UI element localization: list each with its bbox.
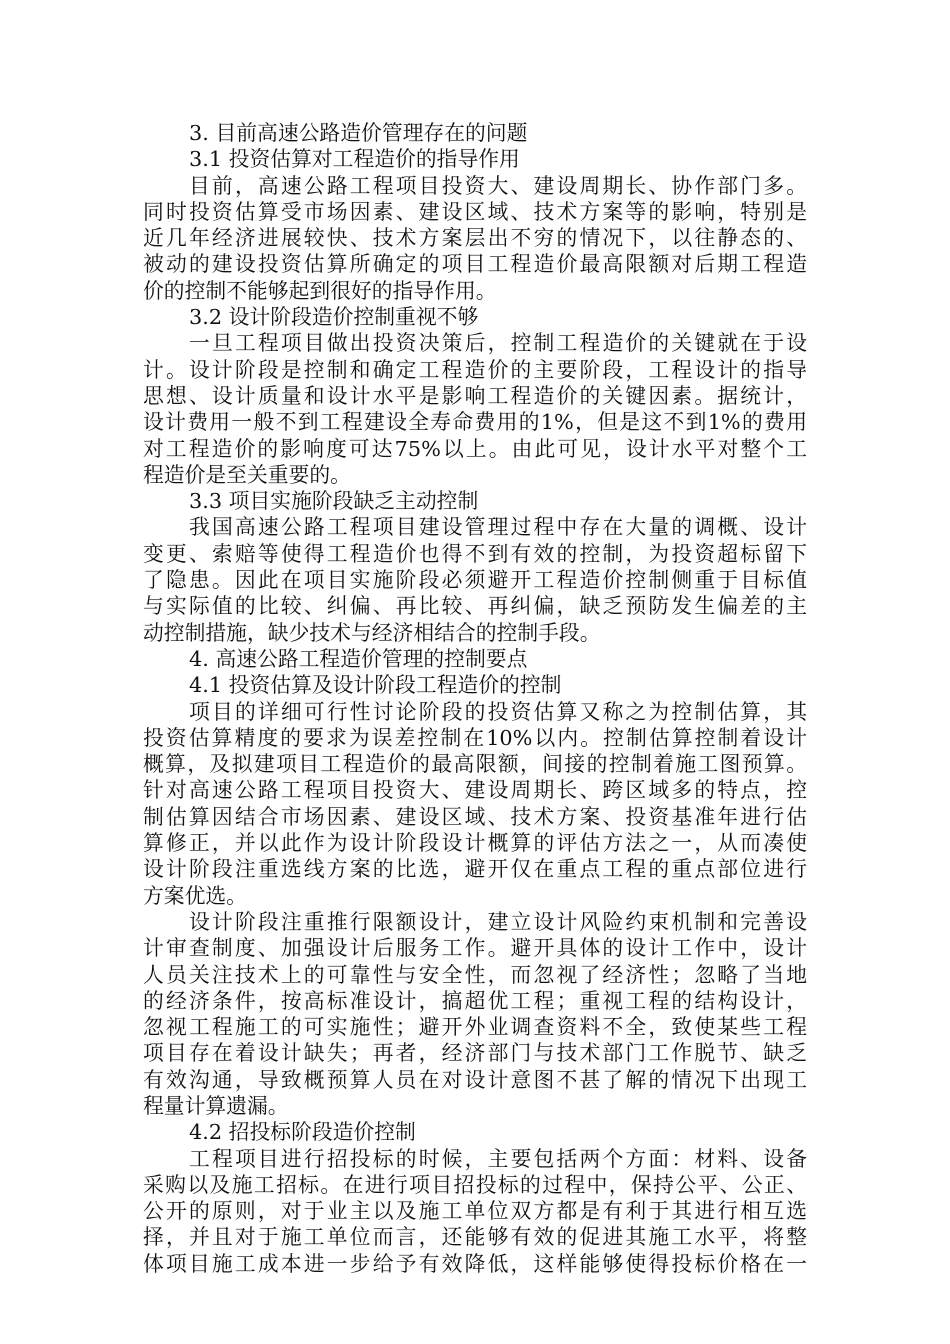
text-line: 3.3 项目实施阶段缺乏主动控制 xyxy=(189,489,479,514)
text-line: 变更、索赔等使得工程造价也得不到有效的控制，为投资超标留下 xyxy=(143,541,807,566)
text-line: 3. 目前高速公路造价管理存在的问题 xyxy=(189,121,528,145)
text-line: 4.2 招投标阶段造价控制 xyxy=(189,1120,416,1145)
text-line: 针对高速公路工程项目投资大、建设周期长、跨区域多的特点，控 xyxy=(143,778,807,803)
text-line: 动控制措施，缺少技术与经济相结合的控制手段。 xyxy=(143,620,601,645)
text-line: 4.1 投资估算及设计阶段工程造价的控制 xyxy=(189,673,562,698)
text-line: 方案优选。 xyxy=(143,883,247,908)
text-line: 工程项目进行招投标的时候，主要包括两个方面：材料、设备 xyxy=(189,1146,807,1171)
text-line: 价的控制不能够起到很好的指导作用。 xyxy=(143,278,497,303)
text-line: 算修正，并以此作为设计阶段设计概算的评估方法之一，从而凑使 xyxy=(143,831,807,856)
text-line: 忽视工程施工的可实施性；避开外业调查资料不全，致使某些工程 xyxy=(143,1015,807,1040)
text-line: 设计阶段注重推行限额设计，建立设计风险约束机制和完善设 xyxy=(189,909,807,934)
text-line: 人员关注技术上的可靠性与安全性，而忽视了经济性；忽略了当地 xyxy=(143,962,807,987)
text-line: 公开的原则，对于业主以及施工单位双方都是有利于其进行相互选 xyxy=(143,1199,807,1224)
text-line: 计。设计阶段是控制和确定工程造价的主要阶段，工程设计的指导 xyxy=(143,357,807,382)
text-line: 采购以及施工招标。在进行项目招投标的过程中，保持公平、公正、 xyxy=(143,1172,807,1197)
text-line: 程造价是至关重要的。 xyxy=(143,462,351,487)
text-line: 被动的建设投资估算所确定的项目工程造价最高限额对后期工程造 xyxy=(143,252,807,277)
text-line: 思想、设计质量和设计水平是影响工程造价的关键因素。据统计， xyxy=(143,383,807,408)
text-line: 体项目施工成本进一步给予有效降低，这样能够使得投标价格在一 xyxy=(143,1251,807,1276)
text-line: 了隐患。因此在项目实施阶段必须避开工程造价控制侧重于目标值 xyxy=(143,568,807,593)
text-line: 与实际值的比较、纠偏、再比较、再纠偏，缺乏预防发生偏差的主 xyxy=(143,594,807,619)
text-line: 近几年经济进展较快、技术方案层出不穷的情况下，以往静态的、 xyxy=(143,226,807,251)
text-line: 3.2 设计阶段造价控制重视不够 xyxy=(189,305,479,330)
text-line: 目前，高速公路工程项目投资大、建设周期长、协作部门多。 xyxy=(189,173,807,198)
text-line: 3.1 投资估算对工程造价的指导作用 xyxy=(189,147,520,172)
text-line: 一旦工程项目做出投资决策后，控制工程造价的关键就在于设 xyxy=(189,331,807,356)
text-line: 择，并且对于施工单位而言，还能够有效的促进其施工水平，将整 xyxy=(143,1225,807,1250)
text-line: 制估算因结合市场因素、建设区域、技术方案、投资基准年进行估 xyxy=(143,804,807,829)
text-line: 同时投资估算受市场因素、建设区域、技术方案等的影响，特别是 xyxy=(143,199,807,224)
text-line: 的经济条件，按高标准设计，搞超优工程；重视工程的结构设计， xyxy=(143,988,807,1013)
text-line: 项目存在着设计缺失；再者，经济部门与技术部门工作脱节、缺乏 xyxy=(143,1041,807,1066)
text-line: 我国高速公路工程项目建设管理过程中存在大量的调概、设计 xyxy=(189,515,807,540)
text-line: 计审查制度、加强设计后服务工作。避开具体的设计工作中，设计 xyxy=(143,936,807,961)
text-line: 设计费用一般不到工程建设全寿命费用的1%，但是这不到1%的费用 xyxy=(143,410,807,435)
text-line: 对工程造价的影响度可达75%以上。由此可见，设计水平对整个工 xyxy=(143,436,807,461)
text-line: 设计阶段注重选线方案的比选，避开仅在重点工程的重点部位进行 xyxy=(143,857,807,882)
text-line: 4. 高速公路工程造价管理的控制要点 xyxy=(189,646,528,671)
text-line: 项目的详细可行性讨论阶段的投资估算又称之为控制估算，其 xyxy=(189,699,807,724)
text-line: 程量计算遗漏。 xyxy=(143,1093,289,1118)
text-line: 概算，及拟建项目工程造价的最高限额，间接的控制着施工图预算。 xyxy=(143,752,807,777)
document-body xyxy=(143,120,807,1277)
text-line: 有效沟通，导致概预算人员在对设计意图不甚了解的情况下出现工 xyxy=(143,1067,807,1092)
text-line: 投资估算精度的要求为误差控制在10%以内。控制估算控制着设计 xyxy=(143,725,807,750)
